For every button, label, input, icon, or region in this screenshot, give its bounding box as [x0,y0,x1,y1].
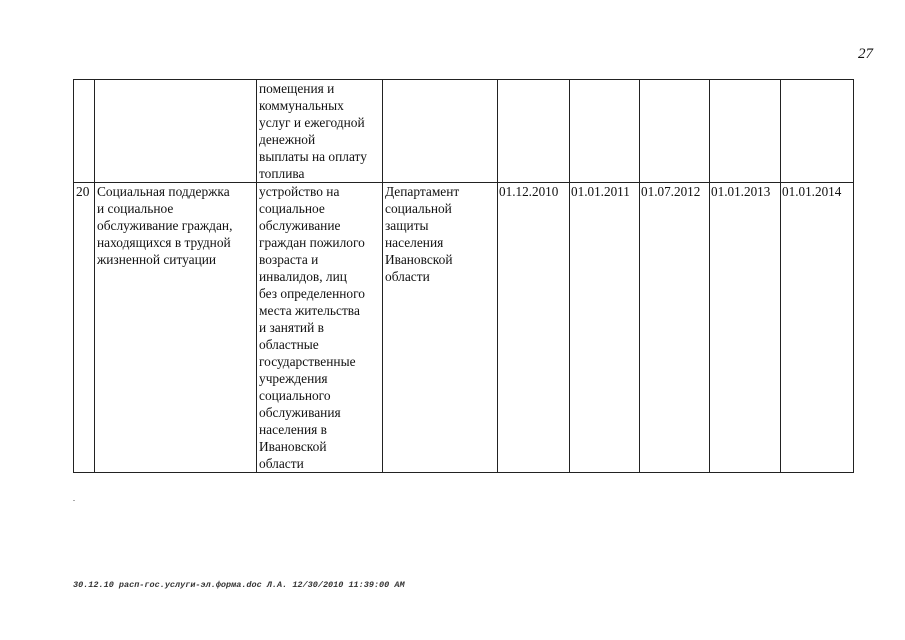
table-row [74,183,854,473]
date-cell: 01.01.2013 [710,183,781,473]
date-cell: 01.01.2011 [570,183,640,473]
date-cell: 01.01.2014 [781,183,854,473]
page-number: 27 [858,46,873,62]
service-description-cell: помещения и коммунальных услуг и ежегодной денежной выплаты на оплату топлива [257,80,383,183]
table-row [74,80,854,183]
service-area-cell: Социальная поддержка и социальное обслуживание граждан, находящихся в трудной жизненной ситуации [95,183,257,473]
service-description-cell: устройство на социальное обслуживание граждан пожилого возраста и инвалидов, лиц без определенного места жительства и занятий в областные государственные учреждения социального обслуживания населения в Ивановской области [257,183,383,473]
date-cell: 01.12.2010 [498,183,570,473]
document-footer: 30.12.10 расп-гос.услуги-эл.форма.doc Л.А. 12/30/2010 11:39:00 AM [73,580,405,590]
date-cell: 01.07.2012 [640,183,710,473]
date-cell [640,80,710,183]
date-cell [710,80,781,183]
date-cell [781,80,854,183]
row-number-cell: 20 [74,183,95,473]
scan-mark [73,500,75,501]
department-cell: Департамент социальной защиты населения Ивановской области [383,183,498,473]
service-area-cell [95,80,257,183]
department-cell [383,80,498,183]
date-cell [498,80,570,183]
services-table [73,79,854,473]
date-cell [570,80,640,183]
row-number-cell [74,80,95,183]
